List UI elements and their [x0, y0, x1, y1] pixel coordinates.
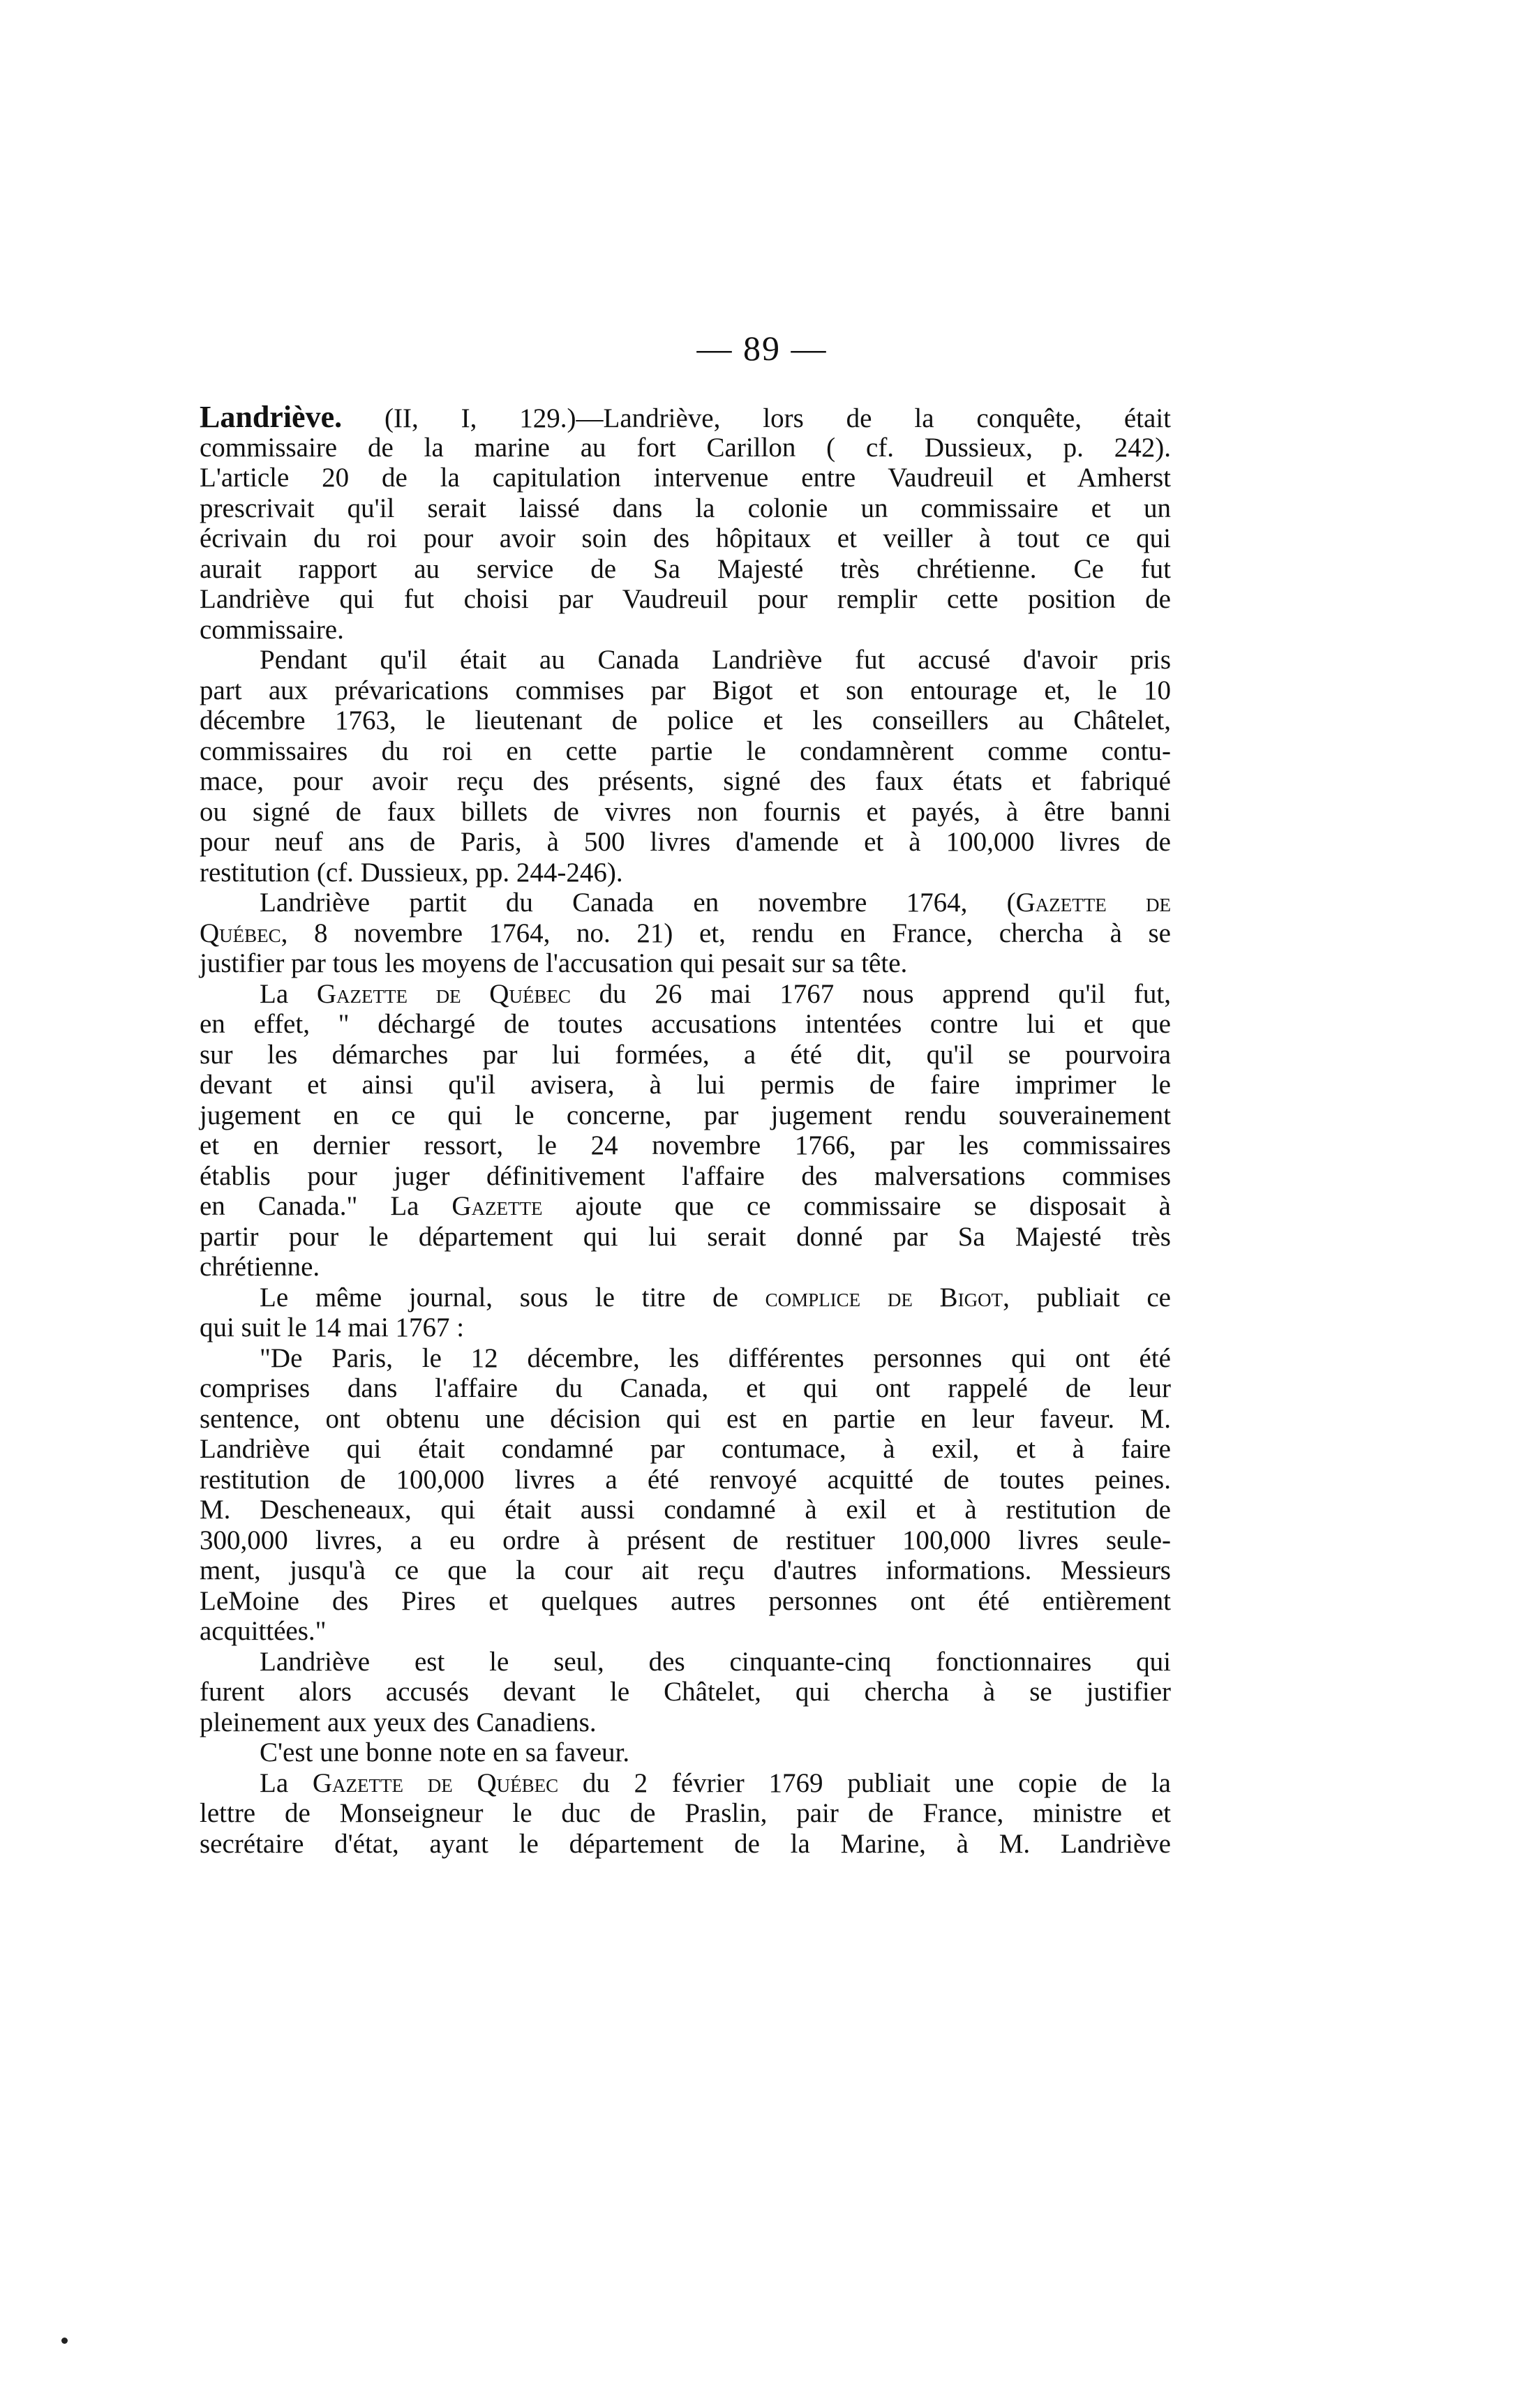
text-line [200, 675, 1171, 706]
line-text: pleinement aux yeux des Canadiens. [200, 1707, 597, 1737]
line-text: commissaire de la marine au fort Carillon ( cf. Dussieux, p. 242). [200, 432, 1171, 463]
speck-mark [61, 2338, 68, 2344]
line-text: ment, jusqu'à ce que la cour ait reçu d'autres informations. Messieurs [200, 1555, 1171, 1585]
text-line [200, 1586, 1171, 1617]
line-text: M. Descheneaux, qui était aussi condamné à exil et à restitution de [200, 1495, 1171, 1525]
text-line [200, 1495, 1171, 1525]
line-text: ajoute que ce commissaire se disposait à [542, 1191, 1171, 1221]
small-caps-text: Gazette de Québec [312, 1767, 559, 1798]
line-text: restitution (cf. Dussieux, pp. 244-246). [200, 857, 623, 888]
line-text: du 2 février 1769 publiait une copie de la [558, 1767, 1171, 1798]
line-text: Landriève qui était condamné par contumace, à exil, et à faire [200, 1434, 1171, 1464]
text-line [200, 1070, 1171, 1100]
text-line [200, 1009, 1171, 1040]
text-line [200, 402, 1171, 433]
line-text: secrétaire d'état, ayant le département de la Marine, à M. Landriève [200, 1828, 1171, 1859]
line-text: du 26 mai 1767 nous apprend qu'il fut, [570, 978, 1171, 1009]
line-text: chrétienne. [200, 1252, 320, 1282]
text-line [200, 888, 1171, 918]
text-line [200, 1768, 1171, 1799]
text-line [200, 584, 1171, 615]
small-caps-text: Gazette de [1015, 888, 1172, 918]
text-line [200, 858, 1171, 888]
text-line [200, 1707, 1171, 1738]
line-text: sur les démarches par lui formées, a été dit, qu'il se pourvoira [200, 1039, 1171, 1070]
text-line [200, 1555, 1171, 1586]
line-text: La [260, 978, 317, 1009]
line-text: , 8 novembre 1764, no. 21) et, rendu en France, chercha à se [281, 918, 1171, 948]
small-caps-text: Québec [200, 918, 281, 948]
line-text: comprises dans l'affaire du Canada, et qui ont rappelé de leur [200, 1373, 1171, 1403]
line-text: mace, pour avoir reçu des présents, signé des faux états et fabriqué [200, 766, 1171, 796]
line-text: décembre 1763, le lieutenant de police et les conseillers au Châtelet, [200, 705, 1171, 735]
line-text: aurait rapport au service de Sa Majesté très chrétienne. Ce fut [200, 553, 1171, 584]
text-line [200, 1161, 1171, 1192]
line-text: devant et ainsi qu'il avisera, à lui permis de faire imprimer le [200, 1070, 1171, 1100]
entry-heading: Landriève. [200, 400, 343, 434]
small-caps-text: Gazette de Québec [316, 978, 571, 1009]
text-line [200, 1222, 1171, 1252]
line-text: lettre de Monseigneur le duc de Praslin, pair de France, ministre et [200, 1798, 1171, 1828]
text-line [200, 463, 1171, 493]
text-line [200, 766, 1171, 797]
page-number: — 89 — [696, 329, 828, 368]
text-line [200, 645, 1171, 675]
text-line [200, 705, 1171, 736]
line-text: , publiait ce [1003, 1282, 1171, 1313]
small-caps-text: Gazette [451, 1191, 543, 1221]
text-line [200, 1525, 1171, 1556]
line-text: qui suit le 14 mai 1767 : [200, 1313, 465, 1343]
line-text: 300,000 livres, a eu ordre à présent de restituer 100,000 livres seule- [200, 1525, 1171, 1555]
text-line [200, 1465, 1171, 1495]
line-text: restitution de 100,000 livres a été renvoyé acquitté de toutes peines. [200, 1464, 1171, 1495]
text-line [200, 1404, 1171, 1435]
text-line [200, 1677, 1171, 1707]
line-text: Pendant qu'il était au Canada Landriève fut accusé d'avoir pris [260, 645, 1171, 675]
line-text: L'article 20 de la capitulation intervenue entre Vaudreuil et Amherst [200, 463, 1171, 493]
text-line [200, 736, 1171, 767]
line-text: (II, I, 129.)—Landriève, lors de la conquête, était [342, 403, 1171, 433]
line-text: jugement en ce qui le concerne, par jugement rendu souverainement [200, 1100, 1171, 1130]
line-text: établis pour juger définitivement l'affaire des malversations commises [200, 1160, 1171, 1191]
text-line [200, 1829, 1171, 1860]
text-line [200, 1434, 1171, 1465]
line-text: Landriève partit du Canada en novembre 1764, ( [260, 888, 1016, 918]
text-line [200, 523, 1171, 554]
line-text: partir pour le département qui lui serait donné par Sa Majesté très [200, 1221, 1171, 1252]
line-text: Landriève qui fut choisi par Vaudreuil pour remplir cette position de [200, 584, 1171, 614]
line-text: C'est une bonne note en sa faveur. [260, 1737, 630, 1767]
text-line [200, 918, 1171, 949]
line-text: sentence, ont obtenu une décision qui est en partie en leur faveur. M. [200, 1403, 1171, 1434]
text-line [200, 1343, 1171, 1374]
text-line [200, 1373, 1171, 1404]
line-text: en Canada." La [200, 1191, 452, 1221]
text-line [200, 948, 1171, 979]
text-line [200, 554, 1171, 585]
line-text: commissaire. [200, 614, 344, 645]
line-text: Landriève est le seul, des cinquante-cinq fonctionnaires qui [260, 1646, 1171, 1677]
line-text: pour neuf ans de Paris, à 500 livres d'amende et à 100,000 livres de [200, 827, 1171, 857]
line-text: écrivain du roi pour avoir soin des hôpitaux et veiller à tout ce qui [200, 523, 1171, 553]
line-text: commissaires du roi en cette partie le condamnèrent comme contu- [200, 735, 1171, 766]
body-text [200, 402, 1171, 1859]
text-line [200, 827, 1171, 858]
line-text: acquittées." [200, 1616, 327, 1646]
line-text: part aux prévarications commises par Bigot et son entourage et, le 10 [200, 675, 1171, 705]
line-text: LeMoine des Pires et quelques autres personnes ont été entièrement [200, 1585, 1171, 1616]
text-line [200, 979, 1171, 1010]
line-text: prescrivait qu'il serait laissé dans la colonie un commissaire et un [200, 493, 1171, 523]
text-line [200, 1040, 1171, 1070]
line-text: ou signé de faux billets de vivres non fournis et payés, à être banni [200, 796, 1171, 827]
text-line [200, 1313, 1171, 1343]
text-line [200, 1100, 1171, 1131]
text-line [200, 1737, 1171, 1768]
text-line [200, 1616, 1171, 1647]
text-line [200, 433, 1171, 463]
text-line [200, 1191, 1171, 1222]
text-line [200, 797, 1171, 828]
text-line [200, 1282, 1171, 1313]
text-line [200, 493, 1171, 524]
text-line [200, 1130, 1171, 1161]
line-text: "De Paris, le 12 décembre, les différentes personnes qui ont été [260, 1343, 1171, 1373]
line-text: justifier par tous les moyens de l'accusation qui pesait sur sa tête. [200, 948, 908, 978]
text-line [200, 1647, 1171, 1677]
text-line [200, 1798, 1171, 1829]
text-line [200, 615, 1171, 645]
line-text: La [260, 1767, 313, 1798]
small-caps-text: complice de Bigot [765, 1282, 1003, 1313]
line-text: Le même journal, sous le titre de [260, 1282, 765, 1313]
text-line [200, 1252, 1171, 1282]
line-text: en effet, " déchargé de toutes accusations intentées contre lui et que [200, 1009, 1171, 1039]
line-text: furent alors accusés devant le Châtelet, qui chercha à se justifier [200, 1677, 1171, 1707]
line-text: et en dernier ressort, le 24 novembre 1766, par les commissaires [200, 1130, 1171, 1160]
